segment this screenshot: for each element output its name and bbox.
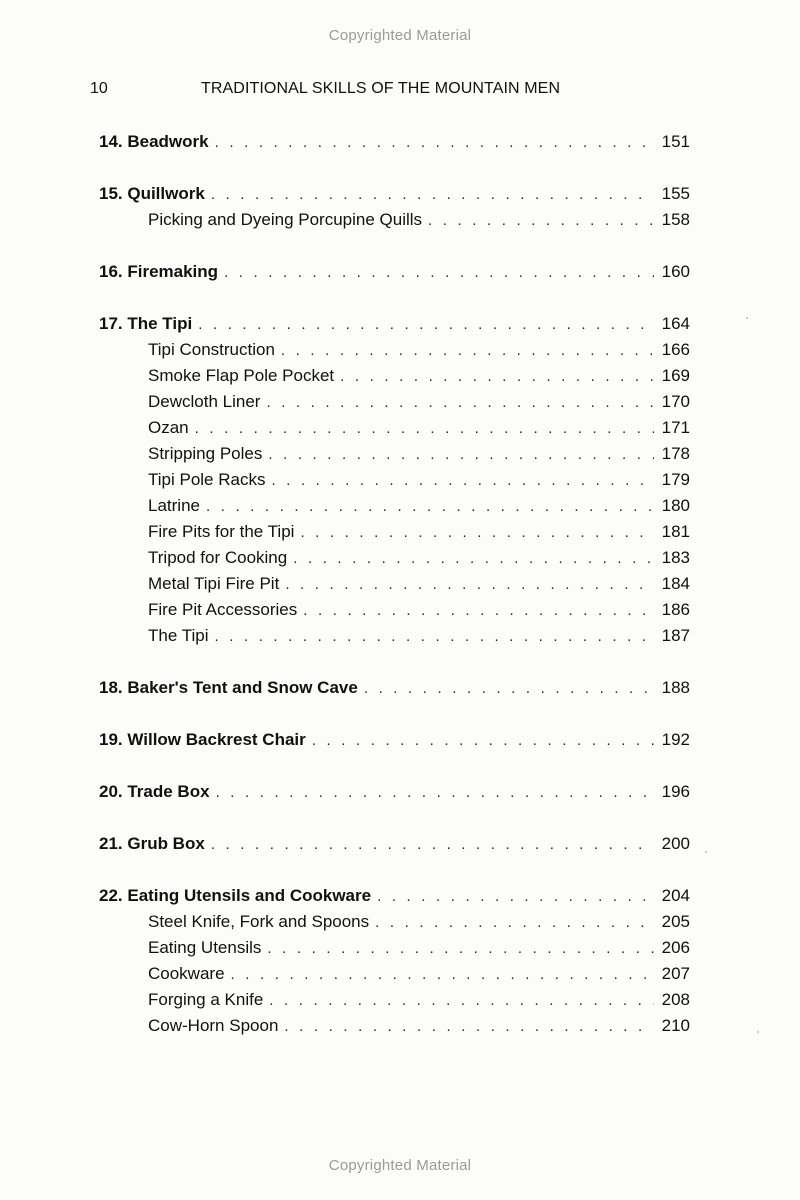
section-title: Steel Knife, Fork and Spoons (148, 912, 370, 931)
section-title: The Tipi (148, 626, 209, 645)
page-ref: 180 (661, 496, 690, 515)
scan-speck (757, 1031, 759, 1033)
dot-leader (340, 364, 654, 390)
dot-leader (214, 624, 654, 650)
toc-chapter-entry (99, 883, 690, 909)
page-ref: 169 (661, 366, 690, 385)
toc-sub-entry (99, 415, 690, 441)
page-ref: 210 (661, 1016, 690, 1035)
toc-sub-entry (99, 597, 690, 623)
toc-sub-entry (99, 545, 690, 571)
dot-leader (281, 338, 654, 364)
dot-leader (312, 728, 654, 754)
chapter-title: 16. Firemaking (99, 262, 219, 281)
toc-sub-entry (99, 623, 690, 649)
section-title: Metal Tipi Fire Pit (148, 574, 280, 593)
section-title: Fire Pit Accessories (148, 600, 298, 619)
scan-speck (746, 317, 748, 319)
toc-chapter (99, 311, 690, 649)
chapter-title: 15. Quillwork (99, 184, 205, 203)
page-ref: 183 (661, 548, 690, 567)
section-title: Tripod for Cooking (148, 548, 288, 567)
toc-sub-entry (99, 909, 690, 935)
dot-leader (267, 936, 654, 962)
running-head: TRADITIONAL SKILLS OF THE MOUNTAIN MEN (201, 80, 561, 97)
page-ref: 205 (661, 912, 690, 931)
toc-chapter-entry (99, 259, 690, 285)
toc-chapter (99, 883, 690, 1039)
toc-chapter (99, 181, 690, 233)
toc-chapter-entry (99, 181, 690, 207)
toc-chapter-entry (99, 675, 690, 701)
page-ref: 181 (661, 522, 690, 541)
dot-leader (285, 572, 654, 598)
dot-leader (224, 260, 654, 286)
section-title: Tipi Pole Racks (148, 470, 266, 489)
toc-chapter (99, 129, 690, 155)
dot-leader (215, 130, 654, 156)
chapter-title: 20. Trade Box (99, 782, 210, 801)
dot-leader (198, 312, 654, 338)
chapter-title: 14. Beadwork (99, 132, 209, 151)
dot-leader (364, 676, 654, 702)
toc-sub-entry (99, 571, 690, 597)
chapter-title: 22. Eating Utensils and Cookware (99, 886, 372, 905)
dot-leader (211, 182, 654, 208)
page-ref: 184 (661, 574, 690, 593)
section-title: Cookware (148, 964, 225, 983)
dot-leader (375, 910, 654, 936)
page-ref: 196 (661, 782, 690, 801)
toc-chapter (99, 675, 690, 701)
section-title: Cow-Horn Spoon (148, 1016, 279, 1035)
page-ref: 204 (661, 886, 690, 905)
page-ref: 166 (661, 340, 690, 359)
section-title: Smoke Flap Pole Pocket (148, 366, 335, 385)
scan-speck (705, 851, 707, 853)
section-title: Latrine (148, 496, 200, 515)
toc-chapter (99, 727, 690, 753)
page-ref: 160 (661, 262, 690, 281)
section-title: Fire Pits for the Tipi (148, 522, 295, 541)
page-ref: 155 (661, 184, 690, 203)
chapter-title: 21. Grub Box (99, 834, 205, 853)
section-title: Ozan (148, 418, 189, 437)
dot-leader (293, 546, 654, 572)
toc-chapter (99, 259, 690, 285)
page-ref: 187 (661, 626, 690, 645)
toc-sub-entry (99, 441, 690, 467)
toc-chapter-entry (99, 831, 690, 857)
section-title: Forging a Knife (148, 990, 264, 1009)
toc-sub-entry (99, 389, 690, 415)
toc-chapter-entry (99, 311, 690, 337)
chapter-title: 18. Baker's Tent and Snow Cave (99, 678, 358, 697)
dot-leader (303, 598, 654, 624)
dot-leader (300, 520, 654, 546)
dot-leader (211, 832, 654, 858)
page-ref: 151 (661, 132, 690, 151)
section-title: Eating Utensils (148, 938, 262, 957)
page-ref: 178 (661, 444, 690, 463)
toc-chapter (99, 831, 690, 857)
page-ref: 188 (661, 678, 690, 697)
toc-sub-entry (99, 935, 690, 961)
copyright-watermark-top: Copyrighted Material (328, 27, 472, 44)
toc-sub-entry (99, 1013, 690, 1039)
page-ref: 171 (661, 418, 690, 437)
toc-sub-entry (99, 961, 690, 987)
toc-sub-entry (99, 467, 690, 493)
dot-leader (271, 468, 654, 494)
section-title: Stripping Poles (148, 444, 263, 463)
dot-leader (216, 780, 654, 806)
toc-sub-entry (99, 337, 690, 363)
dot-leader (377, 884, 654, 910)
toc-chapter (99, 779, 690, 805)
dot-leader (195, 416, 654, 442)
dot-leader (231, 962, 654, 988)
toc-sub-entry (99, 493, 690, 519)
section-title: Picking and Dyeing Porcupine Quills (148, 210, 423, 229)
chapter-title: 19. Willow Backrest Chair (99, 730, 306, 749)
toc-chapter-entry (99, 727, 690, 753)
page-ref: 158 (661, 210, 690, 229)
chapter-title: 17. The Tipi (99, 314, 193, 333)
section-title: Tipi Construction (148, 340, 275, 359)
toc-chapter-entry (99, 779, 690, 805)
toc-sub-entry (99, 987, 690, 1013)
toc-chapter-entry (99, 129, 690, 155)
copyright-watermark-bottom: Copyrighted Material (328, 1157, 472, 1174)
page-ref: 192 (661, 730, 690, 749)
page-ref: 179 (661, 470, 690, 489)
dot-leader (269, 988, 654, 1014)
dot-leader (268, 442, 654, 468)
page-ref: 164 (661, 314, 690, 333)
table-of-contents (99, 129, 690, 1065)
toc-sub-entry (99, 207, 690, 233)
toc-sub-entry (99, 363, 690, 389)
page-ref: 206 (661, 938, 690, 957)
page-ref: 207 (661, 964, 690, 983)
dot-leader (206, 494, 654, 520)
dot-leader (284, 1014, 654, 1040)
page-ref: 170 (661, 392, 690, 411)
dot-leader (428, 208, 654, 234)
page-ref: 186 (661, 600, 690, 619)
toc-sub-entry (99, 519, 690, 545)
page-number: 10 (90, 80, 108, 97)
section-title: Dewcloth Liner (148, 392, 261, 411)
page-ref: 208 (661, 990, 690, 1009)
page-ref: 200 (661, 834, 690, 853)
dot-leader (266, 390, 654, 416)
